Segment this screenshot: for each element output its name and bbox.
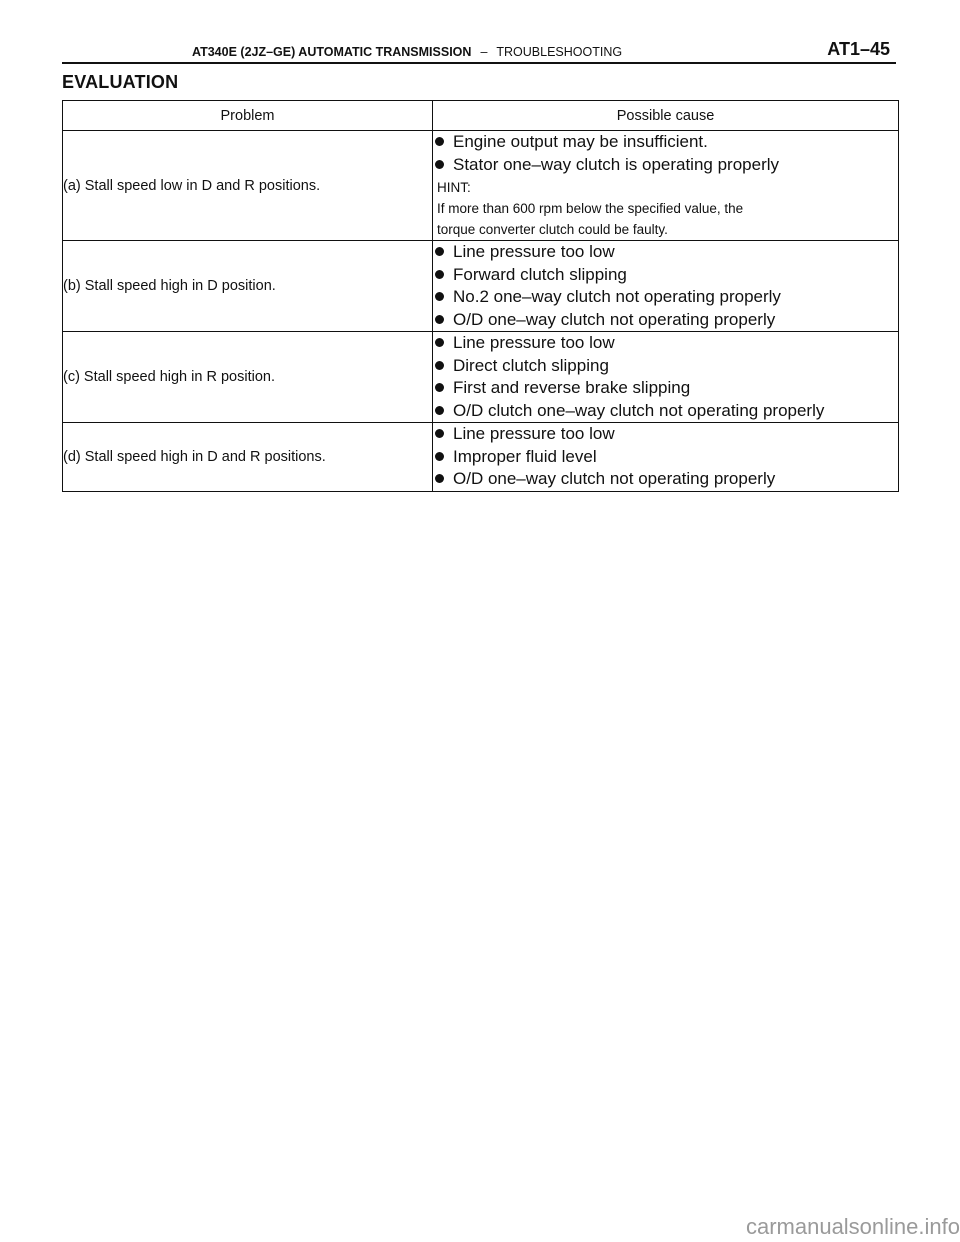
section-title: EVALUATION <box>62 72 179 92</box>
cause-list <box>433 131 898 176</box>
watermark: carmanualsonline.info <box>745 1214 960 1239</box>
cause-item <box>433 400 898 423</box>
cause-text: O/D one–way clutch not operating properly <box>453 309 776 329</box>
bullet-icon <box>435 474 444 483</box>
hint-label: HINT: <box>437 180 471 195</box>
cause-text: Improper fluid level <box>453 446 597 466</box>
bullet-icon <box>435 160 444 169</box>
cause-cell <box>433 131 899 241</box>
page-header <box>62 26 896 64</box>
cause-text: Engine output may be insufficient. <box>453 132 708 151</box>
cause-text: First and reverse brake slipping <box>453 378 691 397</box>
bullet-icon <box>435 338 444 347</box>
cause-text: Line pressure too low <box>453 333 615 352</box>
cause-cell <box>433 423 899 492</box>
hint-block <box>433 177 898 240</box>
hint-text-line: If more than 600 rpm below the specified value, the <box>437 201 744 216</box>
table-row <box>63 241 899 332</box>
evaluation-table <box>62 100 899 492</box>
bullet-icon <box>435 452 444 461</box>
header-title <box>192 45 622 59</box>
problem-cell: (a) Stall speed low in D and R positions. <box>63 131 433 241</box>
bullet-icon <box>435 270 444 279</box>
header-manual-title: AT340E (2JZ–GE) AUTOMATIC TRANSMISSION <box>192 45 472 59</box>
hint-text-line: torque converter clutch could be faulty. <box>437 222 668 237</box>
header-section: TROUBLESHOOTING <box>496 45 623 59</box>
cause-item <box>433 468 898 491</box>
table-row <box>63 131 899 241</box>
bullet-icon <box>435 361 444 370</box>
cause-item <box>433 154 898 177</box>
bullet-icon <box>435 137 444 146</box>
cause-item <box>433 332 898 355</box>
bullet-icon <box>435 429 444 438</box>
cause-item <box>433 264 898 287</box>
bullet-icon <box>435 406 444 415</box>
cause-item <box>433 286 898 309</box>
column-header-cause: Possible cause <box>433 101 899 131</box>
bullet-icon <box>435 247 444 256</box>
table-row <box>63 332 899 423</box>
cause-text: Line pressure too low <box>453 424 615 443</box>
cause-list <box>433 241 898 331</box>
table-header-row <box>63 101 899 131</box>
cause-item <box>433 355 898 378</box>
cause-text: O/D one–way clutch not operating properly <box>453 469 776 488</box>
cause-item <box>433 309 898 332</box>
cause-cell <box>433 332 899 423</box>
cause-text: Direct clutch slipping <box>453 355 609 375</box>
cause-text: No.2 one–way clutch not operating properly <box>453 287 781 306</box>
cause-list <box>433 332 898 422</box>
bullet-icon <box>435 292 444 301</box>
problem-cell: (b) Stall speed high in D position. <box>63 241 433 332</box>
cause-cell <box>433 241 899 332</box>
bullet-icon <box>435 315 444 324</box>
cause-item <box>433 423 898 446</box>
column-header-problem: Problem <box>63 101 433 131</box>
problem-cell: (d) Stall speed high in D and R positions. <box>63 423 433 492</box>
cause-item <box>433 241 898 264</box>
bullet-icon <box>435 383 444 392</box>
cause-list <box>433 423 898 491</box>
page-number: AT1–45 <box>827 39 890 59</box>
table-row <box>63 423 899 492</box>
problem-cell: (c) Stall speed high in R position. <box>63 332 433 423</box>
cause-text: O/D clutch one–way clutch not operating properly <box>453 400 825 420</box>
cause-text: Line pressure too low <box>453 242 615 261</box>
cause-text: Forward clutch slipping <box>453 264 627 284</box>
header-separator: – <box>480 45 488 59</box>
cause-item <box>433 377 898 400</box>
cause-text: Stator one–way clutch is operating properly <box>453 154 780 174</box>
cause-item <box>433 131 898 154</box>
cause-item <box>433 446 898 469</box>
